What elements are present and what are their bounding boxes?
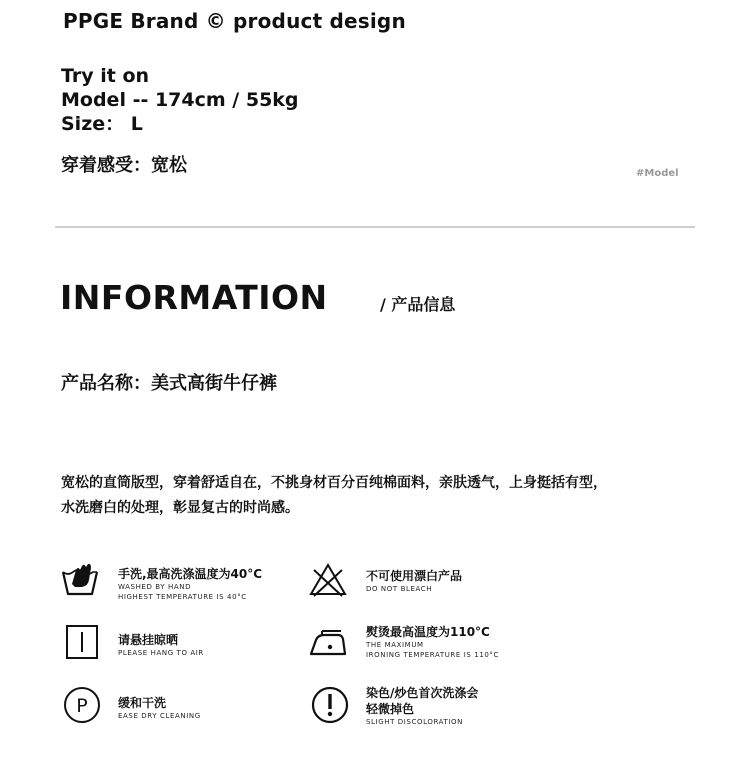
information-title: INFORMATION — [60, 278, 328, 317]
iron-english-1: THE MAXIMUM — [366, 641, 424, 649]
description-line-1: 宽松的直筒版型，穿着舒适自在，不挑身材百分百纯棉面料，亲肤透气，上身挺括有型， — [61, 475, 607, 491]
no-bleach-icon — [308, 560, 348, 600]
iron-english-2: IRONING TEMPERATURE IS 110°C — [366, 651, 500, 659]
hang-dry-english: PLEASE HANG TO AIR — [118, 649, 204, 657]
model-measurements: Model -- 174cm / 55kg — [61, 89, 299, 111]
hang-dry-icon — [62, 622, 102, 662]
no-bleach-label: 不可使用漂白产品 — [366, 569, 463, 583]
model-size: Size： L — [61, 113, 143, 135]
description-line-2: 水洗磨白的处理，彰显复古的时尚感。 — [61, 500, 299, 516]
warning-icon — [310, 685, 350, 725]
try-on-block — [61, 64, 299, 136]
iron-label: 熨烫最高温度为110°C — [366, 625, 490, 639]
fit-feel: 穿着感受：宽松 — [61, 155, 187, 176]
discoloration-label-2: 轻微掉色 — [366, 702, 415, 716]
hang-dry-label: 请悬挂晾晒 — [118, 633, 179, 647]
dry-clean-english: EASE DRY CLEANING — [118, 712, 201, 720]
hand-wash-english-1: WASHED BY HAND — [118, 583, 192, 591]
hand-wash-english-2: HIGHEST TEMPERATURE IS 40°C — [118, 593, 247, 601]
dry-clean-icon — [62, 685, 102, 725]
product-name: 产品名称：美式高街牛仔裤 — [61, 373, 277, 394]
hand-wash-icon — [60, 560, 100, 600]
hand-wash-label: 手洗,最高洗涤温度为40°C — [118, 567, 263, 581]
section-divider — [55, 226, 695, 228]
no-bleach-english: DO NOT BLEACH — [366, 585, 433, 593]
svg-text:P: P — [76, 695, 88, 717]
dry-clean-label: 缓和干洗 — [118, 696, 167, 710]
model-tag: #Model — [636, 168, 679, 179]
brand-line: PPGE Brand © product design — [63, 9, 406, 33]
try-on-heading: Try it on — [61, 65, 150, 87]
discoloration-label-1: 染色/炒色首次洗涤会 — [366, 686, 479, 700]
product-description — [61, 471, 701, 521]
information-subtitle: / 产品信息 — [380, 295, 456, 314]
discoloration-english: SLIGHT DISCOLORATION — [366, 718, 463, 726]
iron-icon — [308, 622, 348, 662]
